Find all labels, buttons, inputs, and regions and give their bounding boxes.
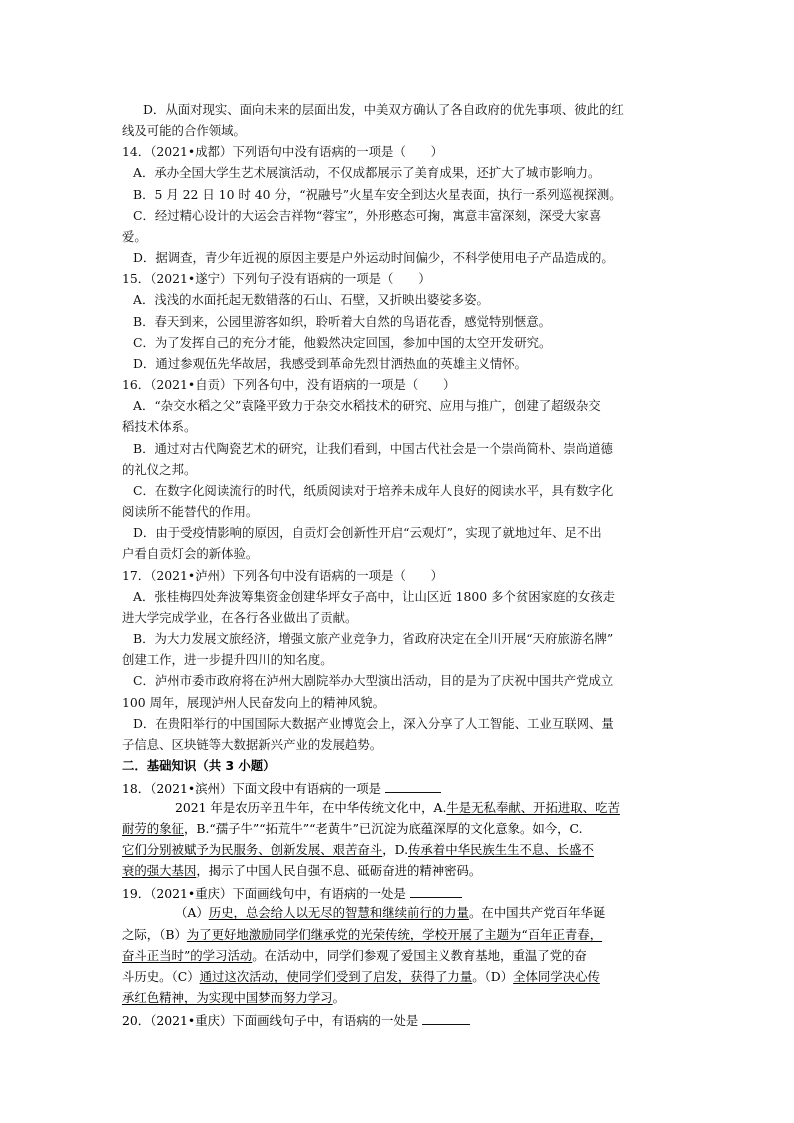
q19-underlined-d-cont: 承红色精神，为实现中国梦而努力学习 bbox=[122, 990, 333, 1005]
q20-stem bbox=[122, 1012, 470, 1029]
q19-underlined-b-cont: 奋斗正当时”的学习活动 bbox=[122, 948, 253, 963]
q18-text: 2021 年是农历辛丑牛年，在中华传统文化中，A. bbox=[175, 800, 447, 815]
q19-text: 之际，（B） bbox=[122, 927, 187, 942]
text-line: A．张桂梅四处奔波筹集资金创建华坪女子高中，让山区近 1800 多个贫困家庭的女孩走 bbox=[133, 589, 616, 604]
q18-underlined-c: 它们分别被赋予为民服务、创新发展、艰苦奋斗 bbox=[122, 842, 383, 857]
text-line: C．在数字化阅读流行的时代，纸质阅读对于培养未成年人良好的阅读水平，具有数字化 bbox=[133, 483, 614, 498]
text-line: C．为了发挥自己的充分才能，他毅然决定回国，参加中国的太空开发研究。 bbox=[133, 335, 552, 350]
text-line: A．“杂交水稻之父”袁隆平致力于杂交水稻技术的研究、应用与推广，创建了超级杂交 bbox=[133, 398, 601, 413]
q19-underlined-c: 通过这次活动，使同学们受到了启发，获得了力量 bbox=[199, 969, 473, 984]
q19-text: 。（D） bbox=[472, 969, 514, 984]
text-line: D．从面对现实、面向未来的层面出发，中美双方确认了各自政府的优先事项、彼此的红 bbox=[143, 102, 624, 117]
q18-text: ，B.“孺子牛”“拓荒牛”“老黄牛”已沉淀为底蕴深厚的文化意象。如今，C. bbox=[183, 821, 583, 836]
q19-text: 斗历史。（C） bbox=[122, 969, 200, 984]
text-line: 的礼仪之邦。 bbox=[122, 462, 197, 477]
q18-text: ，D. bbox=[382, 842, 409, 857]
q18-line-1 bbox=[175, 801, 620, 816]
text-line: 17．（2021•泸州）下列各句中没有语病的一项是（ ） bbox=[122, 568, 444, 583]
text-line: 子信息、区块链等大数据新兴产业的发展趋势。 bbox=[122, 737, 383, 752]
text-line: C．经过精心设计的大运会吉祥物“蓉宝”，外形憨态可掬，寓意丰富深刻，深受大家喜 bbox=[133, 208, 602, 223]
q18-underlined-a: 牛是无私奉献、开拓进取、吃苦 bbox=[446, 800, 620, 815]
q18-stem-text: 18．（2021•滨州）下面文段中有语病的一项是 bbox=[122, 781, 382, 796]
answer-blank[interactable] bbox=[422, 1012, 470, 1025]
text-line: C．泸州市委市政府将在泸州大剧院举办大型演出活动，目的是为了庆祝中国共产党成立 bbox=[133, 673, 614, 688]
text-line: 爱。 bbox=[122, 229, 147, 244]
q18-text: ，揭示了中国人民自强不息、砥砺奋进的精神密码。 bbox=[196, 863, 482, 878]
text-line: B．春天到来，公园里游客如织，聆听着大自然的鸟语花香，感觉特别惬意。 bbox=[133, 314, 551, 329]
q19-underlined-a: 历史，总会给人以无尽的智慧和继续前行的力量 bbox=[208, 905, 469, 920]
text-line: 户看自贡灯会的新体验。 bbox=[122, 546, 259, 561]
q19-line-4 bbox=[122, 970, 600, 985]
text-line: 14．（2021•成都）下列语句中没有语病的一项是（ ） bbox=[122, 144, 444, 159]
text-line: D．在贵阳举行的中国国际大数据产业博览会上，深入分享了人工智能、工业互联网、量 bbox=[133, 716, 614, 731]
text-line: 进大学完成学业，在各行各业做出了贡献。 bbox=[122, 610, 358, 625]
text-line: 阅读所不能替代的作用。 bbox=[122, 504, 259, 519]
q19-line-2 bbox=[122, 928, 602, 943]
q19-underlined-d: 全体同学决心传 bbox=[513, 969, 600, 984]
text-line: D．通过参观伍先华故居，我感受到革命先烈甘洒热血的英雄主义情怀。 bbox=[133, 356, 528, 371]
q18-line-4 bbox=[122, 864, 481, 879]
q19-line-3 bbox=[122, 949, 587, 964]
text-line: 稻技术体系。 bbox=[122, 419, 197, 434]
q20-stem-text: 20．（2021•重庆）下面画线句子中，有语病的一处是 bbox=[122, 1013, 419, 1028]
text-line: 15．（2021•遂宁）下列句子没有语病的一项是（ ） bbox=[122, 271, 431, 286]
text-line: B．为大力发展文旅经济，增强文旅产业竞争力，省政府决定在全川开展“天府旅游名牌” bbox=[133, 631, 614, 646]
q19-line-5 bbox=[122, 991, 345, 1006]
section-heading: 二．基础知识（共 3 小题） bbox=[122, 758, 276, 773]
text-line: D．据调查，青少年近视的原因主要是户外运动时间偏少，不科学使用电子产品造成的。 bbox=[133, 250, 614, 265]
q18-underlined-a-cont: 耐劳的象征 bbox=[122, 821, 184, 836]
text-line: 16．（2021•自贡）下列各句中，没有语病的一项是（ ） bbox=[122, 377, 456, 392]
q19-underlined-b: 为了更好地激励同学们继承党的光荣传统，学校开展了主题为“百年正青春， bbox=[186, 927, 603, 942]
text-line: B．通过对古代陶瓷艺术的研究，让我们看到，中国古代社会是一个崇尚简朴、崇尚道德 bbox=[133, 441, 613, 456]
text-line: D．由于受疫情影响的原因，自贡灯会创新性开启“云观灯”，实现了就地过年、足不出 bbox=[133, 525, 602, 540]
text-line: B．5 月 22 日 10 时 40 分，“祝融号”火星车安全到达火星表面，执行一系列巡视探测。 bbox=[133, 187, 622, 202]
text-line: 100 周年，展现泸州人民奋发向上的精神风貌。 bbox=[122, 695, 386, 710]
text-line: 创建工作，进一步提升四川的知名度。 bbox=[122, 652, 333, 667]
answer-blank[interactable] bbox=[385, 780, 441, 793]
q19-text: 。在中国共产党百年华诞 bbox=[468, 905, 606, 920]
q19-text: 。在活动中，同学们参观了爱国主义教育基地，重温了党的奋 bbox=[252, 948, 587, 963]
q18-stem bbox=[122, 780, 441, 797]
text-line: 线及可能的合作领域。 bbox=[122, 123, 246, 138]
q19-line-1 bbox=[175, 906, 605, 921]
text-line: A．承办全国大学生艺术展演活动，不仅成都展示了美育成果，还扩大了城市影响力。 bbox=[133, 165, 601, 180]
q18-line-2 bbox=[122, 822, 583, 837]
q19-stem-text: 19．（2021•重庆）下面画线句中，有语病的一处是 bbox=[122, 886, 406, 901]
q19-stem bbox=[122, 885, 462, 902]
q18-underlined-d: 传承着中华民族生生不息、长盛不 bbox=[408, 842, 594, 857]
text-line: A．浅浅的水面托起无数错落的石山、石壁，又折映出婆娑多姿。 bbox=[133, 292, 489, 307]
answer-blank[interactable] bbox=[410, 885, 462, 898]
q19-text: （A） bbox=[175, 905, 209, 920]
q19-text: 。 bbox=[332, 990, 346, 1005]
q18-line-3 bbox=[122, 843, 594, 858]
q18-underlined-d-cont: 衰的强大基因 bbox=[122, 863, 197, 878]
